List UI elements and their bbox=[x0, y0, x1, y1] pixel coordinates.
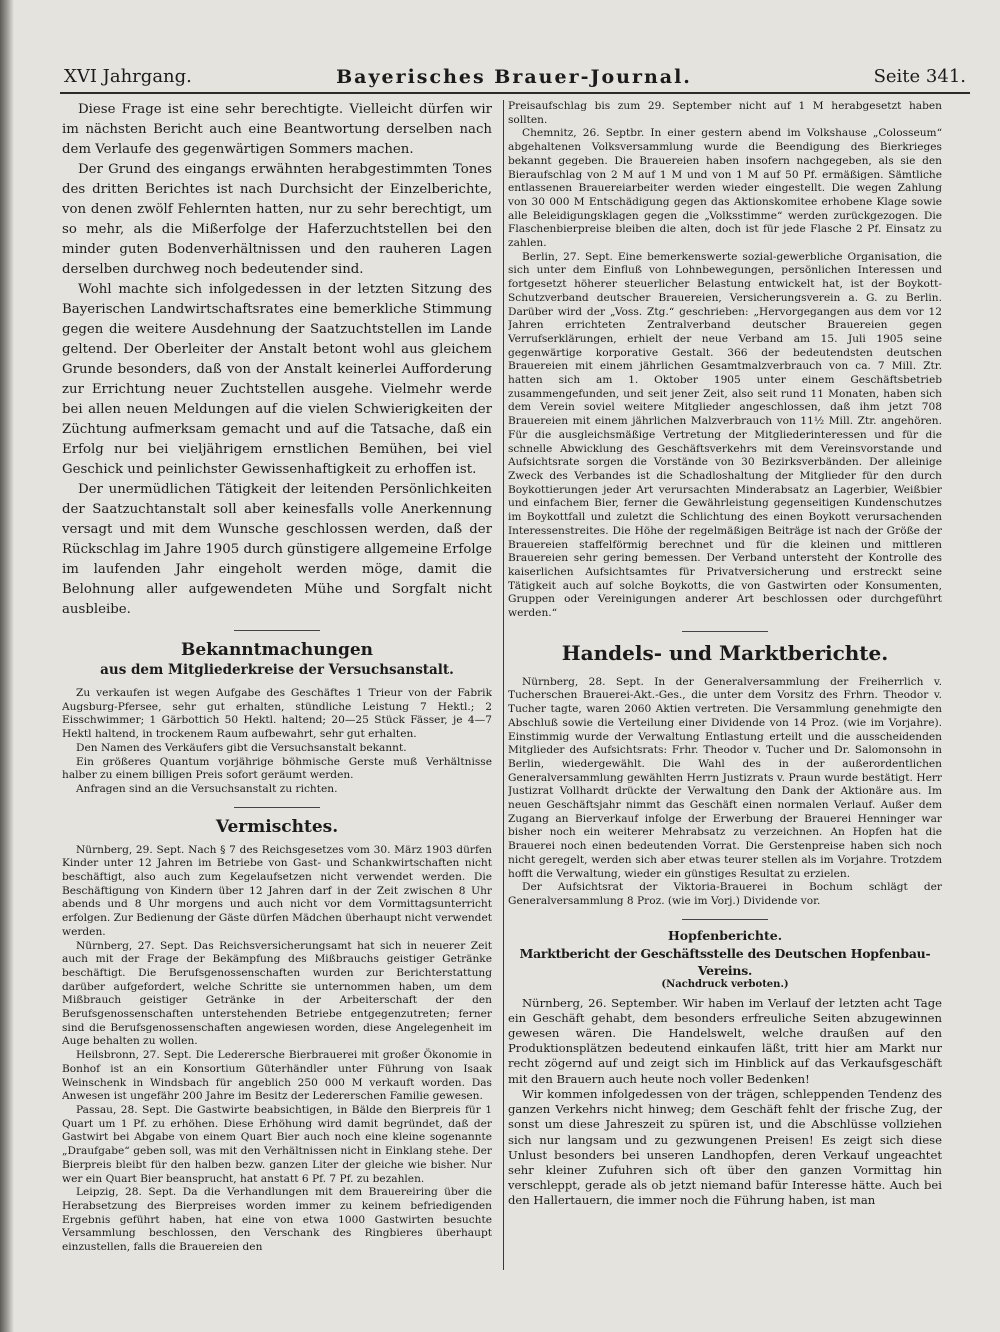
announcements bbox=[62, 687, 492, 797]
paragraph: Nürnberg, 26. September. Wir haben im Verlauf der letzten acht Tage ein Geschäft gehabt, dem besonders erfreuliche Seiten abzugewinnen gewesen wären. Die Handelswelt, welche draußen auf den Produktionsplätzen bedeutend einkaufen läßt, tritt hier am Markt nur recht zögernd auf und zeigt sich im Hinblick auf das Verkaufsgeschäft mit den Brauern auch heute noch voller Bedenken! bbox=[508, 995, 942, 1086]
paragraph: Wohl machte sich infolgedessen in der letzten Sitzung des Bayerischen Landwirtschaftsrates eine bemerkliche Stimmung gegen die weitere Ausdehnung der Saatzuchtstellen im Lande geltend. Der Oberleiter der Anstalt betont wohl aus gleichem Grunde besonders, daß von der Anstalt keinerlei Aufforderung zur Errichtung neuer Zuchtstellen ausgehe. Vielmehr werde bei allen neuen Meldungen auf die vielen Schwierigkeiten der Züchtung aufmerksam gemacht und auf die Tatsache, daß ein Erfolg nur bei vieljährigem ernstlichen Bemühen, bei viel Geschick und peinlichster Gewissenhaftigkeit zu erhoffen ist. bbox=[62, 282, 492, 477]
journal-title: Bayerisches Brauer-Journal. bbox=[336, 66, 692, 88]
announcement: Ein größeres Quantum vorjährige böhmische Gerste muß Verhältnisse halber zu einem billigen Preis sofort geräumt werden. bbox=[62, 755, 492, 782]
page-header bbox=[64, 66, 966, 92]
trade-reports-title: Handels- und Marktberichte. bbox=[561, 640, 889, 665]
header-rule bbox=[60, 92, 970, 94]
news-item: Chemnitz, 26. Septbr. In einer gestern abend im Volkshause „Colosseum“ abgehaltenen Volksversammlung wurde die Beendigung des Bierkrieges bekannt gegeben. Die Brauereien haben insofern nachgegeben, als sie den Bieraufschlag von 2 M auf 1 M und von 1 M auf 50 Pf. ermäßigen. Sämtliche entlassenen Brauereiarbeiter werden wieder eingestellt. Die wegen Zahlung von 30 000 M Entschädigung gegen das Aktionskomitee erhobene Klage sowie alle Beleidigungsklagen gegen die „Volksstimme“ werden zurückgezogen. Die Flaschenbierpreise bleiben die alten, doch ist für jede Flasche 2 Pf. Einsatz zu zahlen. bbox=[508, 127, 942, 250]
news-item: Passau, 28. Sept. Die Gastwirte beabsichtigen, in Bälde den Bierpreis für 1 Quart um 1 Pf. zu erhöhen. Diese Erhöhung wird damit begründet, daß der Gastwirt bei Abgabe von einem Quart Bier auch noch eine kleine sogenannte „Draufgabe“ geben soll, was mit den Verhältnissen nicht in Einklang stehe. Der Bierpreis bleibt für den halben bezw. ganzen Liter der gleiche wie bisher. Nur wer ein Quart Bier beansprucht, hat anstatt 6 Pf. 7 Pf. zu bezahlen. bbox=[62, 1103, 492, 1185]
right-column bbox=[508, 100, 942, 1209]
section-rule bbox=[234, 630, 320, 631]
paragraph: Der unermüdlichen Tätigkeit der leitenden Persönlichkeiten der Saatzuchtanstalt soll aber keinesfalls volle Anerkennung versagt und mit dem Wunsche geschlossen werden, daß der Rückschlag im Jahre 1905 durch günstigere allgemeine Erfolge im laufenden Jahr eingeholt werden möge, damit die Belohnung aller aufgewendeten Mühe und Sorgfalt nicht ausbleibe. bbox=[62, 482, 492, 617]
intro-article bbox=[62, 100, 492, 620]
paragraph: Der Grund des eingangs erwähnten herabgestimmten Tones des dritten Berichtes ist nach Durchsicht der Einzelberichte, von denen zwölf Fehlernten hatten, nur zu sehr berechtigt, um so mehr, als die Mißerfolge der Haferzuchtstellen bei den minder guten Bodenverhältnissen und den rauheren Lagen derselben durchweg noch bedeutender sind. bbox=[62, 162, 492, 277]
hops-report-note: (Nachdruck verboten.) bbox=[661, 978, 789, 990]
news-item: Berlin, 27. Sept. Eine bemerkenswerte sozial-gewerbliche Organisation, die sich unter dem Einfluß von Lohnbewegungen, persönlichen Interessen und fortgesetzt höherer steuerlicher Belastung entwickelt hat, ist der Boykott-Schutzverband deutscher Brauereien, Versicherungsverein a. G. zu Berlin. Darüber wird der „Voss. Ztg.“ geschrieben: „Hervorgegangen aus dem vor 12 Jahren errichteten Zentralverband deutscher Brauereien gegen Verrufserklärungen, erhielt der neue Verband am 15. Juli 1905 seine gegenwärtige korporative Gestalt. 366 der bedeutendsten deutschen Brauereien mit einem jährlichen Gesamtmalzverbrauch von ca. 7 Mill. Ztr. hatten sich am 1. Oktober 1905 unter einem Geschäftsbetrieb zusammengefunden, und seit jener Zeit, also seit rund 11 Monaten, haben sich dem Verein soviel weitere Mitglieder angeschlossen, daß ihm jetzt 708 Brauereien mit einem jährlichen Malzverbrauch von 11½ Mill. Ztr. angehören. Für die ausgleichsmäßige Vertretung der Mitgliederinteressen und für die schnelle Abwicklung des Geschäftsverkehrs mit dem Vereinsvorstande und Aufsichtsrate sorgen die Vorstände von 30 Bezirksverbänden. Der alleinige Zweck des Verbandes ist die Schadloshaltung der Mitglieder für den durch Boykottierungen jeder Art verursachten Minderabsatz an Lagerbier, Weißbier und einfachem Bier, ferner die Gewährleistung gegenseitigen Kundenschutzes im Boykottfall und zuletzt die Schlichtung des einen Boykott verursachenden Interessenstreites. Die Höhe der regelmäßigen Beiträge ist nach der Größe der Brauereien staffelförmig berechnet und für die kleinen und mittleren Brauereien sehr gering bemessen. Der Verband untersteht der Kontrolle des kaiserlichen Aufsichtsamtes für Privatversicherung und erstreckt seine Tätigkeit auch auf solche Boykotts, die von Gastwirten oder Konsumenten, Gruppen oder Vereinigungen anderer Art beschlossen oder durchgeführt werden.“ bbox=[508, 250, 942, 620]
misc-news bbox=[62, 844, 492, 1255]
volume-label: XVI Jahrgang. bbox=[64, 66, 192, 87]
announcement: Anfragen sind an die Versuchsanstalt zu richten. bbox=[76, 782, 338, 795]
announcements-subtitle: aus dem Mitgliederkreise der Versuchsanstalt. bbox=[100, 662, 454, 678]
news-item: Leipzig, 28. Sept. Da die Verhandlungen mit dem Brauereiring über die Herabsetzung des Bierpreises worden immer zu keinem befriedigenden Ergebnis geführt haben, hat eine von etwa 1000 Gastwirten besuchte Versammlung beschlossen, den Verschank des Ringbieres überhaupt einzustellen, falls die Brauereien den bbox=[62, 1186, 492, 1254]
misc-title: Vermischtes. bbox=[215, 816, 339, 837]
trade-reports bbox=[508, 676, 942, 909]
section-rule bbox=[682, 919, 768, 920]
news-item: Nürnberg, 27. Sept. Das Reichsversicherungsamt hat sich in neuerer Zeit auch mit der Frage der Bekämpfung des Mißbrauchs geistiger Getränke beschäftigt. Die Berufsgenossenschaften wurden zur Berichterstattung darüber aufgefordert, welche Schritte sie unternommen haben, um dem Mißbrauch geistiger Getränke in der Arbeiterschaft der den Berufsgenossenschaften unterstehenden Betriebe entgegenzutreten; ferner sind die Berufsgenossenschaften angewiesen worden, diese Angelegenheit im Auge behalten zu wollen. bbox=[62, 939, 492, 1048]
announcements-title: Bekanntmachungen bbox=[180, 640, 374, 660]
announcement: Den Namen des Verkäufers gibt die Versuchsanstalt bekannt. bbox=[76, 741, 407, 754]
column-divider bbox=[503, 100, 504, 1270]
left-column bbox=[62, 100, 492, 1255]
hops-report-title: Marktbericht der Geschäftsstelle des Deutschen Hopfenbau-Vereins. bbox=[519, 945, 931, 978]
page-number: Seite 341. bbox=[873, 66, 966, 87]
section-rule bbox=[682, 631, 768, 632]
news-item: Der Aufsichtsrat der Viktoria-Brauerei in Bochum schlägt der Generalversammlung 8 Proz. (wie im Vorj.) Dividende vor. bbox=[508, 881, 942, 907]
paragraph: Diese Frage ist eine sehr berechtigte. Vielleicht dürfen wir im nächsten Bericht auch eine Beantwortung derselben nach dem Verlaufe des gegenwärtigen Sommers machen. bbox=[62, 102, 492, 157]
news-item: Heilsbronn, 27. Sept. Die Lederersche Bierbrauerei mit großer Ökonomie in Bonhof ist an ein Konsortium Güterhändler unter Führung von Isaak Weinschenk in Windsbach für angeblich 250 000 M verkauft worden. Das Anwesen ist ungefähr 200 Jahre im Besitz der Ledererschen Familie gewesen. bbox=[62, 1049, 492, 1103]
news-item: Nürnberg, 29. Sept. Nach § 7 des Reichsgesetzes vom 30. März 1903 dürfen Kinder unter 12 Jahren im Betriebe von Gast- und Schankwirtschaften nicht beschäftigt, also auch zum Kegelaufsetzen nicht verwendet werden. Die Beschäftigung von Kindern über 12 Jahren darf in der Zeit zwischen 8 Uhr abends und 8 Uhr morgens und auch nicht vor dem Vormittagsunterricht erfolgen. Zur Bedienung der Gäste dürfen Mädchen überhaupt nicht verwendet werden. bbox=[62, 843, 492, 938]
misc-news-continued bbox=[508, 100, 942, 621]
paragraph: Wir kommen infolgedessen von der trägen, schleppenden Tendenz des ganzen Verkehrs nicht hinweg; dem Geschäft fehlt der frische Zug, der sonst um diese Jahreszeit zu spüren ist, und die Abschlüsse vollziehen sich nur langsam und zu gezwungenen Preisen! Es zeigt sich diese Unlust besonders bei unseren Landhopfen, deren Verkauf ungeachtet sehr kleiner Zufuhren sich oft über den ganzen Vormittag hin verschleppt, gerade als ob jetzt niemand bafür Interesse hätte. Auch bei den Hallertauern, die immer noch die Führung haben, ist man bbox=[508, 1086, 942, 1208]
hops-heading: Hopfenberichte. bbox=[667, 927, 783, 943]
news-item: Preisaufschlag bis zum 29. September nicht auf 1 M herabgesetzt haben sollten. bbox=[508, 100, 942, 126]
announcement: Zu verkaufen ist wegen Aufgabe des Geschäftes 1 Trieur von der Fabrik Augsburg-Pfersee, sehr gut erhalten, stündliche Leistung 7 Hektl.; 2 Eisschwimmer; 1 Gärbottich 50 Hektl. haltend; 20—25 Stück Fässer, je 4—7 Hektl haltend, in trockenem Raum aufbewahrt, sehr gut erhalten. bbox=[62, 687, 492, 741]
news-item: Nürnberg, 28. Sept. In der Generalversammlung der Freiherrlich v. Tucherschen Brauerei-Akt.-Ges., die unter dem Vorsitz des Frhrn. Theodor v. Tucher tagte, waren 2060 Aktien vertreten. Die Versammlung genehmigte den Abschluß sowie die Verteilung einer Dividende von 14 Proz. (wie im Vorjahre). Einstimmig wurde der Verwaltung Entlastung erteilt und die ausscheidenden Mitglieder des Aufsichtsrats: Frhr. Theodor v. Tucher und Dr. Salomonsohn in Berlin, wiedergewählt. Die Wahl des in der außerordentlichen Generalversammlung gewählten Herrn Justizrats v. Praun wurde bestätigt. Herr Justizrat Vollhardt drückte der Verwaltung den Dank der Aktionäre aus. Im neuen Geschäftsjahr nimmt das Geschäft einen normalen Verlauf. Außer dem Zugang an Bierverkauf infolge der Erwerbung der Brauerei Henninger war bisher noch ein weiterer Mehrabsatz zu verzeichnen. An Hopfen hat die Brauerei noch einen bedeutenden Vorrat. Die Gerstenpreise haben sich noch nicht geregelt, werden sich aber etwas teurer stellen als im Vorjahre. Trotzdem hofft die Verwaltung, wieder ein günstiges Resultat zu erzielen. bbox=[508, 675, 942, 880]
page-binding-shadow bbox=[0, 0, 14, 1332]
section-rule bbox=[234, 807, 320, 808]
hops-report bbox=[508, 996, 942, 1209]
